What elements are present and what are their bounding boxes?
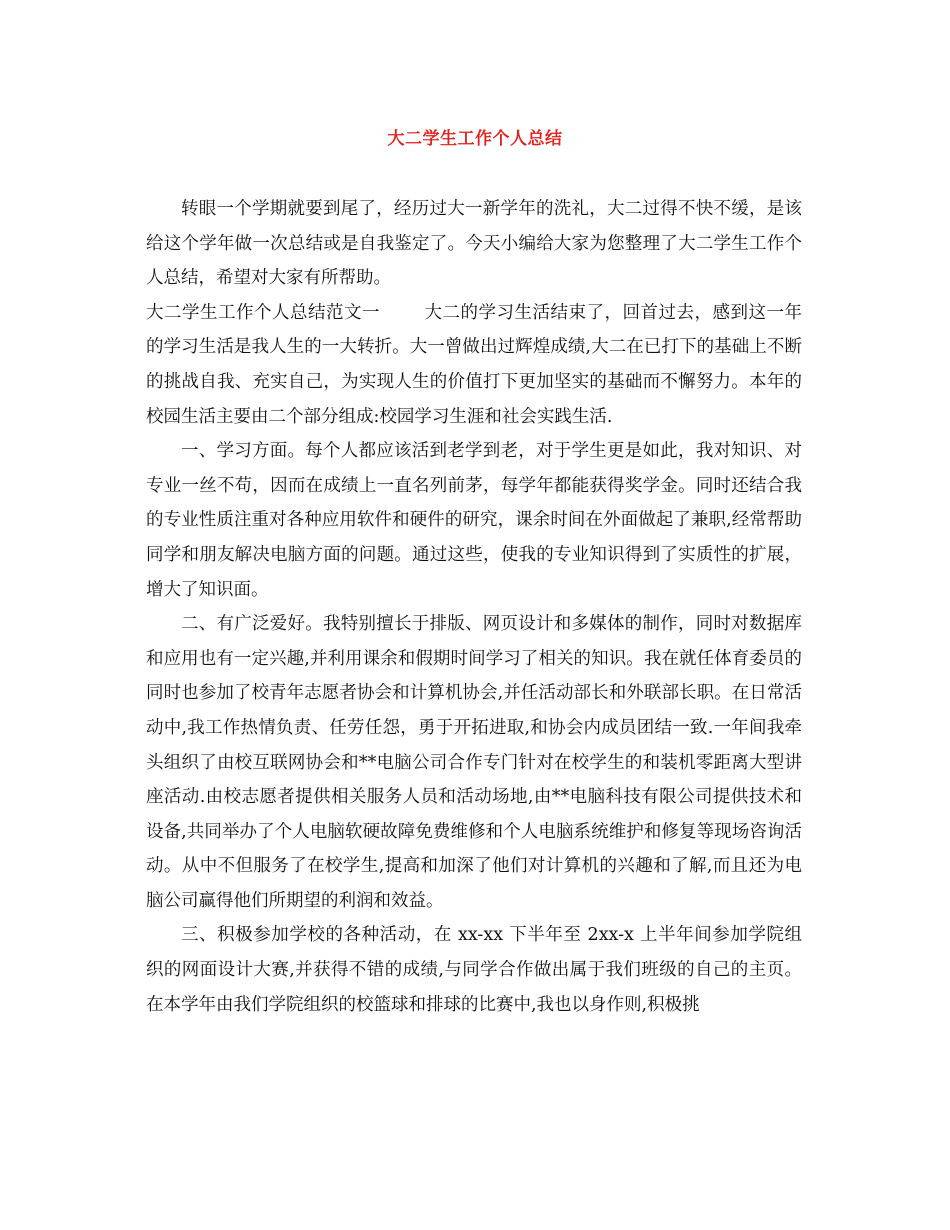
- activity-paragraph: 三、积极参加学校的各种活动，在 xx-xx 下半年至 2xx-x 上半年间参加学院组织的网面设计大赛,并获得不错的成绩,与同学合作做出属于我们班级的自己的主页。在本学年由我们学院组织的校篮球和排球的比赛中,我也以身作则,积极挑: [146, 925, 802, 1015]
- hobby-paragraph: 二、有广泛爱好。我特别擅长于排版、网页设计和多媒体的制作，同时对数据库和应用也有一定兴趣,并利用课余和假期时间学习了相关的知识。我在就任体育委员的同时也参加了校青年志愿者协会和计算机协会,并任活动部长和外联部长职。在日常活动中,我工作热情负责、任劳任怨，勇于开拓进取,和协会内成员团结一致.一年间我牵头组织了由校互联网协会和**电脑公司合作专门针对在校学生的和装机零距离大型讲座活动.由校志愿者提供相关服务人员和活动场地,由**电脑科技有限公司提供技术和设备,共同举办了个人电脑软硬故障免费维修和个人电脑系统维护和修复等现场咨询活动。从中不但服务了在校学生,提高和加深了他们对计算机的兴趣和了解,而且还为电脑公司赢得他们所期望的利润和效益。: [146, 614, 802, 911]
- document-title: 大二学生工作个人总结: [387, 129, 563, 149]
- section-heading: 大二学生工作个人总结范文一: [146, 302, 380, 323]
- section-first-text: 大二的学习生活结束了，回首过去，感到这一年的学习生活是我人生的一大转折。大一曾做出过辉煌成绩,大二在已打下的基础上不断的挑战自我、充实自己，为实现人生的价值打下更加坚实的基础而不懈努力。本年的校园生活主要由二个部分组成:校园学习生涯和社会实践生活.: [146, 302, 802, 427]
- document-body: [146, 192, 802, 1022]
- study-paragraph: 一、学习方面。每个人都应该活到老学到老，对于学生更是如此，我对知识、对专业一丝不苟，因而在成绩上一直名列前茅，每学年都能获得奖学金。同时还结合我的专业性质注重对各种应用软件和硬件的研究，课余时间在外面做起了兼职,经常帮助同学和朋友解决电脑方面的问题。通过这些，使我的专业知识得到了实质性的扩展，增大了知识面。: [146, 441, 802, 600]
- intro-paragraph: 转眼一个学期就要到尾了，经历过大一新学年的洗礼，大二过得不快不缓，是该给这个学年做一次总结或是自我鉴定了。今天小编给大家为您整理了大二学生工作个人总结，希望对大家有所帮助。: [146, 199, 802, 289]
- section-paragraph: [146, 296, 802, 434]
